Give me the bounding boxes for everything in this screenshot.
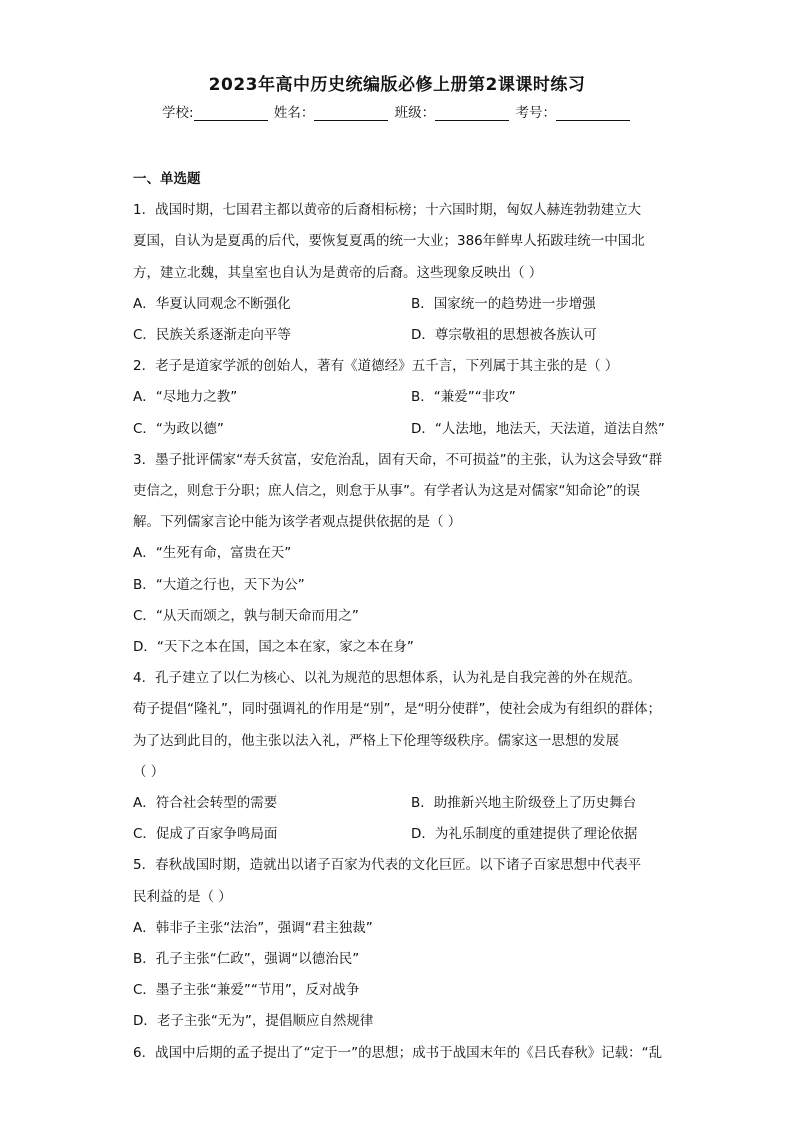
option-a[interactable]: A．“生死有命，富贵在天” xyxy=(133,545,292,562)
options-group xyxy=(133,382,663,444)
class-blank[interactable] xyxy=(435,107,509,121)
question-line: 1．战国时期，七国君主都以黄帝的后裔相标榜；十六国时期，匈奴人赫连勃勃建立大 xyxy=(133,202,642,219)
question-line: 荀子提倡“隆礼”，同时强调礼的作用是“别”，是“明分使群”，使社会成为有组织的群体； xyxy=(133,701,661,718)
option-b[interactable]: B．孔子主张“仁政”，强调“以德治民” xyxy=(133,951,360,968)
document-title: 2023年高中历史统编版必修上册第2课课时练习 xyxy=(208,75,586,95)
student-info-line xyxy=(0,101,794,121)
option-d[interactable]: D．老子主张“无为”，提倡顺应自然规律 xyxy=(133,1013,374,1030)
options-group xyxy=(133,289,663,351)
question-line: （ ） xyxy=(133,763,165,780)
option-c[interactable]: C．墨子主张“兼爱”“节用”，反对战争 xyxy=(133,982,360,999)
question-3 xyxy=(133,445,663,663)
option-d[interactable]: D．为礼乐制度的重建提供了理论依据 xyxy=(411,826,638,843)
question-line: 为了达到此目的，他主张以法入礼，严格上下伦理等级秩序。儒家这一思想的发展 xyxy=(133,732,619,749)
question-6 xyxy=(133,1038,663,1069)
options-group xyxy=(133,788,663,850)
question-line: 夏国，自认为是夏禹的后代，要恢复夏禹的统一大业；386年鲜卑人拓跋珪统一中国北 xyxy=(133,233,645,250)
option-a[interactable]: A．华夏认同观念不断强化 xyxy=(133,295,291,312)
option-a[interactable]: A．“尽地力之教” xyxy=(133,389,238,406)
option-c[interactable]: C．民族关系逐渐走向平等 xyxy=(133,327,291,344)
option-b[interactable]: B．助推新兴地主阶级登上了历史舞台 xyxy=(411,795,637,812)
question-1 xyxy=(133,195,663,351)
question-line: 吏信之，则怠于分职；庶人信之，则怠于从事”。有学者认为这是对儒家“知命论”的误 xyxy=(133,483,640,500)
question-5 xyxy=(133,850,663,1037)
name-blank[interactable] xyxy=(314,107,388,121)
question-line: 解。下列儒家言论中能为该学者观点提供依据的是（ ） xyxy=(133,514,462,531)
question-line: 5．春秋战国时期，造就出以诸子百家为代表的文化巨匠。以下诸子百家思想中代表平 xyxy=(133,857,642,874)
option-c[interactable]: C．促成了百家争鸣局面 xyxy=(133,826,278,843)
option-b[interactable]: B．“大道之行也，天下为公” xyxy=(133,576,305,593)
section-title: 一、单选题 xyxy=(133,171,201,187)
question-line: 6．战国中后期的孟子提出了“定于一”的思想；成书于战国末年的《吕氏春秋》记载：“乱 xyxy=(133,1044,663,1061)
option-d[interactable]: D．尊宗敬祖的思想被各族认可 xyxy=(411,327,597,344)
name-label: 姓名： xyxy=(273,105,315,121)
question-line: 4．孔子建立了以仁为核心、以礼为规范的思想体系，认为礼是自我完善的外在规范。 xyxy=(133,670,642,687)
option-c[interactable]: C．“为政以德” xyxy=(133,420,224,437)
question-content xyxy=(133,164,663,1069)
option-a[interactable]: A．韩非子主张“法治”，强调“君主独裁” xyxy=(133,919,373,936)
option-d[interactable]: D．“人法地，地法天，天法道，道法自然” xyxy=(411,420,665,437)
option-b[interactable]: B．“兼爱”“非攻” xyxy=(411,389,516,406)
option-c[interactable]: C．“从天而颂之，孰与制天命而用之” xyxy=(133,607,359,624)
exam-number-label: 考号： xyxy=(515,105,556,121)
school-blank[interactable] xyxy=(194,107,268,121)
option-d[interactable]: D．“天下之本在国，国之本在家，家之本在身” xyxy=(133,639,414,656)
question-line: 方，建立北魏，其皇室也自认为是黄帝的后裔。这些现象反映出（ ） xyxy=(133,264,543,281)
school-label: 学校: xyxy=(162,105,194,121)
question-line: 民利益的是（ ） xyxy=(133,888,232,905)
exam-number-blank[interactable] xyxy=(556,107,630,121)
question-line: 3．墨子批评儒家“寿夭贫富，安危治乱，固有天命，不可损益”的主张，认为这会导致“群 xyxy=(133,451,663,468)
question-2 xyxy=(133,351,663,445)
question-4 xyxy=(133,663,663,850)
option-b[interactable]: B．国家统一的趋势进一步增强 xyxy=(411,295,596,312)
question-line: 2．老子是道家学派的创始人，著有《道德经》五千言，下列属于其主张的是（ ） xyxy=(133,358,619,375)
option-a[interactable]: A．符合社会转型的需要 xyxy=(133,795,278,812)
class-label: 班级： xyxy=(394,105,436,121)
